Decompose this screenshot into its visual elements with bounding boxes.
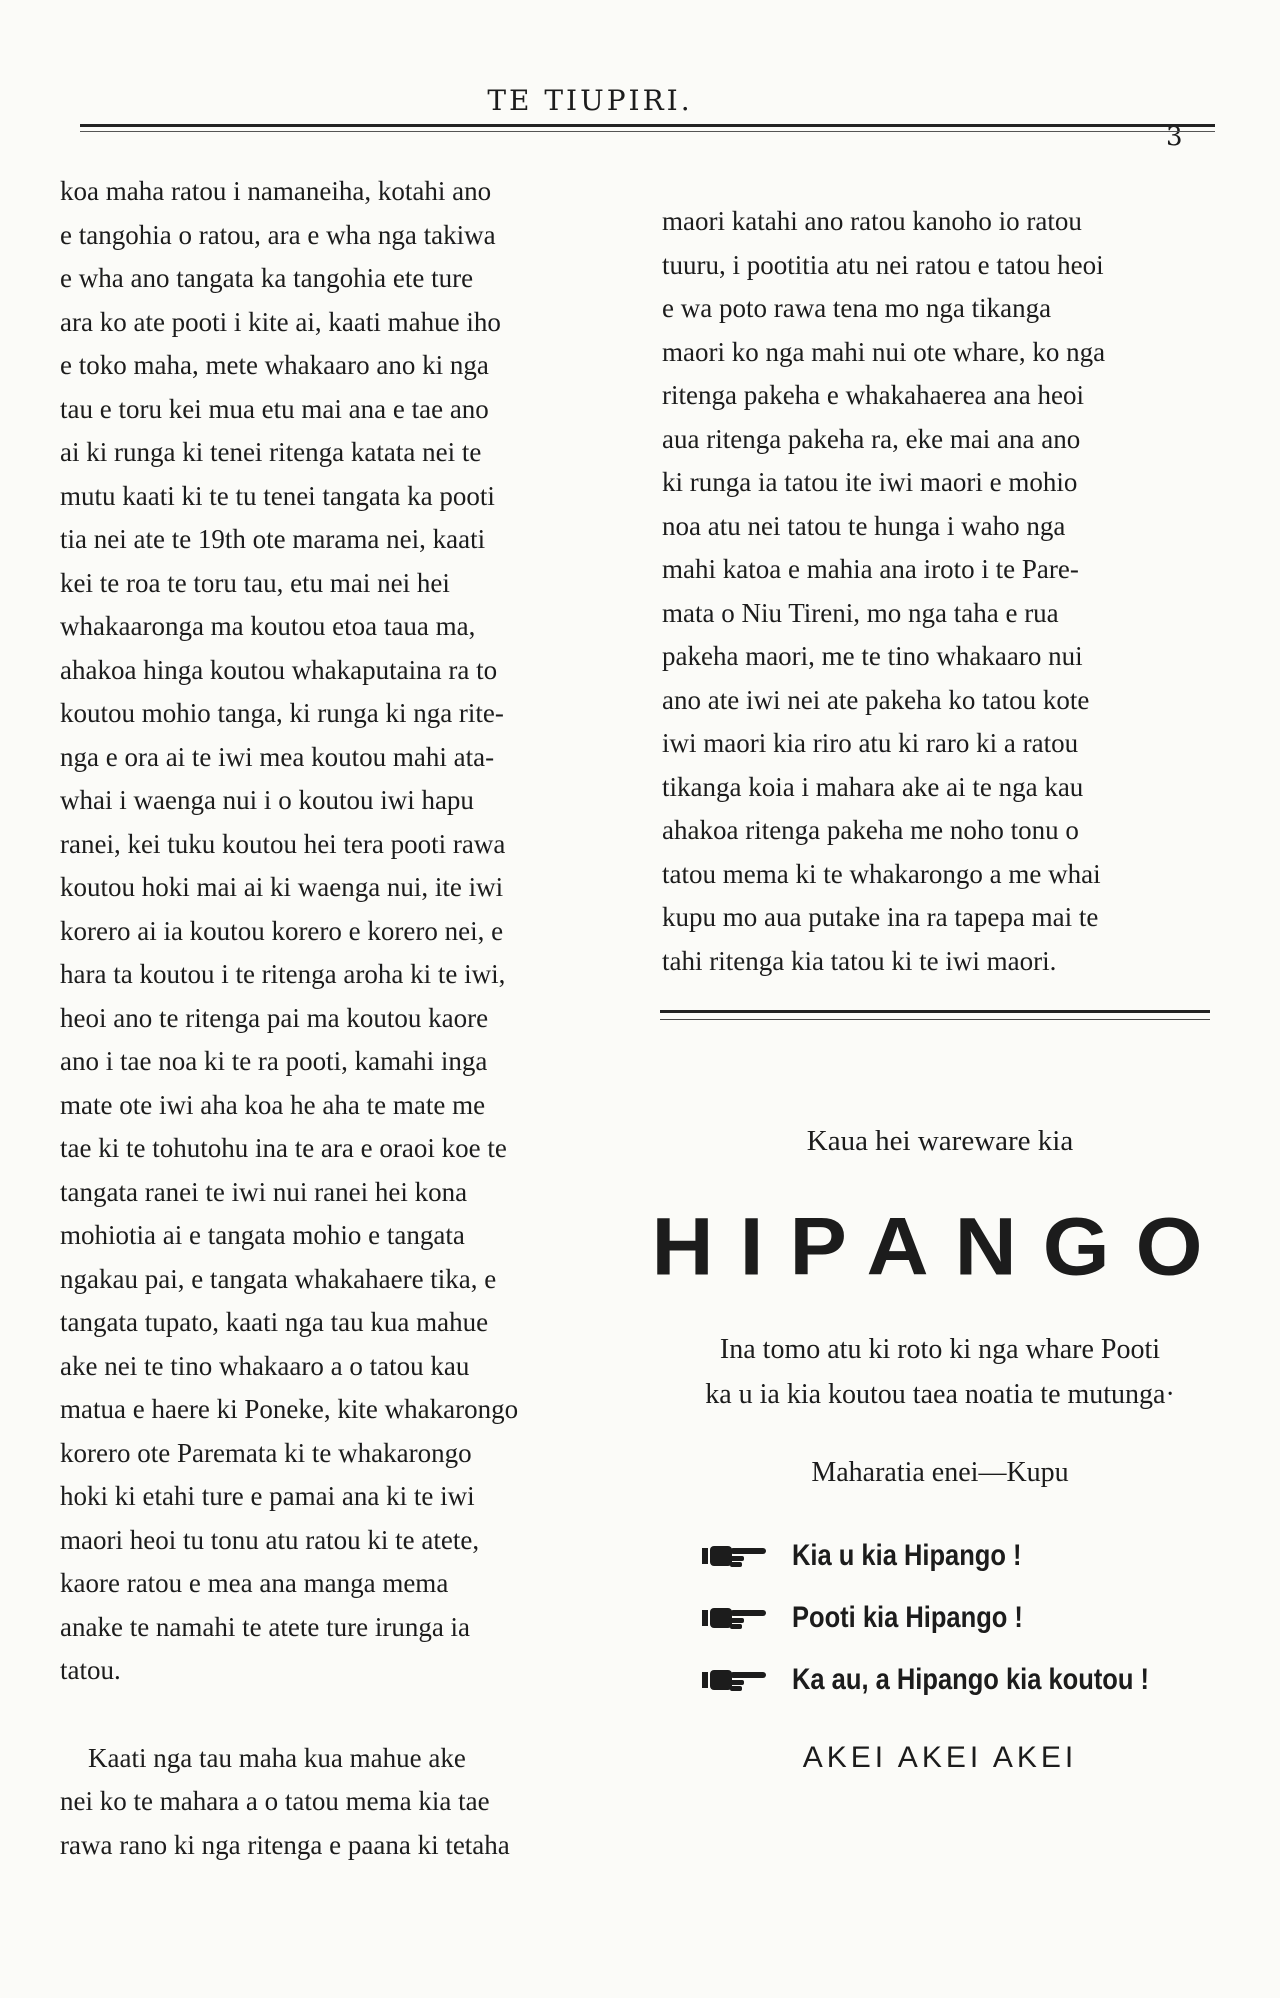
- slogan-text: Kia u kia Hipango !: [792, 1539, 1022, 1572]
- pointing-hand-icon: [700, 1666, 770, 1694]
- text-line: tangata tupato, kaati nga tau kua mahue: [60, 1307, 489, 1337]
- ad-body-line: Ina tomo atu ki roto ki nga whare Pooti: [719, 1334, 1161, 1365]
- text-line: noa atu nei tatou te hunga i waho nga: [662, 510, 1066, 541]
- text-line: e toko maha, mete whakaaro ano ki nga: [60, 350, 489, 380]
- text-line: heoi ano te ritenga pai ma koutou kaore: [60, 1002, 489, 1033]
- text-line: hoki ki etahi ture e pamai ana ki te iwi: [60, 1481, 475, 1511]
- text-line: ano ate iwi nei ate pakeha ko tatou kote: [662, 684, 1090, 715]
- column-divider-rule: [660, 1010, 1210, 1013]
- text-line: koa maha ratou i namaneiha, kotahi ano: [60, 176, 492, 206]
- text-line: ki runga ia tatou ite iwi maori e mohio: [662, 467, 1078, 497]
- text-line: e wa poto rawa tena mo nga tikanga: [662, 293, 1052, 323]
- newspaper-title: TE TIUPIRI.: [487, 84, 693, 117]
- text-line: tau e toru kei mua etu mai ana e tae ano: [60, 393, 489, 424]
- text-line: kupu mo aua putake ina ra tapepa mai te: [662, 902, 1099, 932]
- pointing-hand-icon: [700, 1604, 770, 1632]
- slogan-text: Pooti kia Hipango !: [792, 1601, 1023, 1634]
- text-line: matua e haere ki Poneke, kite whakarongo: [60, 1394, 519, 1424]
- text-line: mutu kaati ki te tu tenei tangata ka pooti: [60, 480, 495, 511]
- left-paragraph-2: [60, 1737, 620, 1868]
- text-line: mohiotia ai e tangata mohio e tangata: [60, 1220, 465, 1250]
- text-line: korero ote Paremata ki te whakarongo: [60, 1437, 472, 1468]
- text-line: iwi maori kia riro atu ki raro ki a ratou: [662, 728, 1079, 758]
- slogan-row: [700, 1649, 1240, 1711]
- left-column: [60, 170, 620, 1867]
- page-number: 3: [1166, 122, 1183, 152]
- ad-remember-line: Maharatia enei—Kupu: [811, 1457, 1069, 1488]
- right-column: [662, 200, 1222, 983]
- text-line: korero ai ia koutou korero e korero nei, e: [60, 915, 504, 946]
- text-line: pakeha maori, me te tino whakaaro nui: [662, 641, 1083, 671]
- text-line: tatou mema ki te whakarongo a me whai: [662, 858, 1101, 889]
- text-line: ngakau pai, e tangata whakahaere tika, e: [60, 1263, 497, 1294]
- text-line: ake nei te tino whakaaro a o tatou kau: [60, 1350, 470, 1381]
- text-line: ranei, kei tuku koutou hei tera pooti rawa: [60, 828, 506, 859]
- text-line: tae ki te tohutohu ina te ara e oraoi koe te: [60, 1133, 507, 1163]
- text-line: maori katahi ano ratou kanoho io ratou: [662, 206, 1082, 236]
- text-line: anake te namahi te atete ture irunga ia: [60, 1611, 471, 1642]
- text-line: ritenga pakeha e whakahaerea ana heoi: [662, 380, 1084, 410]
- text-line: kei te roa te toru tau, etu mai nei hei: [60, 567, 450, 598]
- pointing-hand-icon: [700, 1542, 770, 1570]
- text-line: ano i tae noa ki te ra pooti, kamahi inga: [60, 1046, 488, 1076]
- text-line: ahakoa hinga koutou whakaputaina ra to: [60, 654, 498, 685]
- text-line: tikanga koia i mahara ake ai te nga kau: [662, 771, 1084, 802]
- text-line: tahi ritenga kia tatou ki te iwi maori.: [662, 945, 1057, 976]
- ad-body-line: ka u ia kia koutou taea noatia te mutunga·: [705, 1379, 1175, 1410]
- text-line: tuuru, i pootitia atu nei ratou e tatou heoi: [662, 249, 1104, 280]
- text-line: koutou mohio tanga, ki runga ki nga rite-: [60, 698, 504, 728]
- text-line: koutou hoki mai ai ki waenga nui, ite iwi: [60, 872, 504, 902]
- text-line: tia nei ate te 19th ote marama nei, kaati: [60, 524, 486, 554]
- text-line: tangata ranei te iwi nui ranei hei kona: [60, 1176, 468, 1207]
- left-paragraph-1: [60, 170, 620, 1693]
- text-line: rawa rano ki nga ritenga e paana ki tetaha: [60, 1829, 510, 1860]
- text-line: ai ki runga ki tenei ritenga katata nei te: [60, 437, 482, 467]
- ad-intro: Kaua hei wareware kia: [806, 1125, 1074, 1157]
- slogan-row: [700, 1587, 1240, 1649]
- text-line: mata o Niu Tireni, mo nga taha e rua: [662, 597, 1059, 628]
- header-rule-thin: [80, 131, 1215, 132]
- text-line: whai i waenga nui i o koutou iwi hapu: [60, 785, 474, 815]
- column-divider-rule-thin: [660, 1019, 1210, 1020]
- text-line: mahi katoa e mahia ana iroto i te Pare-: [662, 554, 1079, 584]
- text-line: whakaaronga ma koutou etoa taua ma,: [60, 611, 476, 641]
- text-line: maori heoi tu tonu atu ratou ki te atete,: [60, 1524, 480, 1555]
- ad-candidate-name: HIPANGO: [651, 1201, 1229, 1293]
- paragraph-gap: [60, 1693, 620, 1737]
- ad-cheer: AKEI AKEI AKEI: [802, 1741, 1078, 1774]
- text-line: maori ko nga mahi nui ote whare, ko nga: [662, 336, 1106, 367]
- text-line: ara ko ate pooti i kite ai, kaati mahue iho: [60, 306, 501, 337]
- text-line: ahakoa ritenga pakeha me noho tonu o: [662, 815, 1079, 845]
- text-line: Kaati nga tau maha kua mahue ake: [88, 1742, 466, 1773]
- text-line: tatou.: [60, 1655, 121, 1685]
- text-line: nga e ora ai te iwi mea koutou mahi ata-: [60, 741, 495, 772]
- text-line: kaore ratou e mea ana manga mema: [60, 1568, 449, 1598]
- text-line: nei ko te mahara a o tatou mema kia tae: [60, 1786, 490, 1816]
- text-line: e tangohia o ratou, ara e wha nga takiwa: [60, 219, 496, 250]
- slogan-row: [700, 1525, 1240, 1587]
- text-line: aua ritenga pakeha ra, eke mai ana ano: [662, 423, 1081, 454]
- text-line: e wha ano tangata ka tangohia ete ture: [60, 263, 474, 293]
- text-line: mate ote iwi aha koa he aha te mate me: [60, 1089, 486, 1120]
- header-rule: [80, 124, 1215, 127]
- slogan-text: Ka au, a Hipango kia koutou !: [792, 1663, 1150, 1696]
- election-advertisement: [640, 1125, 1240, 1775]
- text-line: hara ta koutou i te ritenga aroha ki te iwi,: [60, 959, 506, 989]
